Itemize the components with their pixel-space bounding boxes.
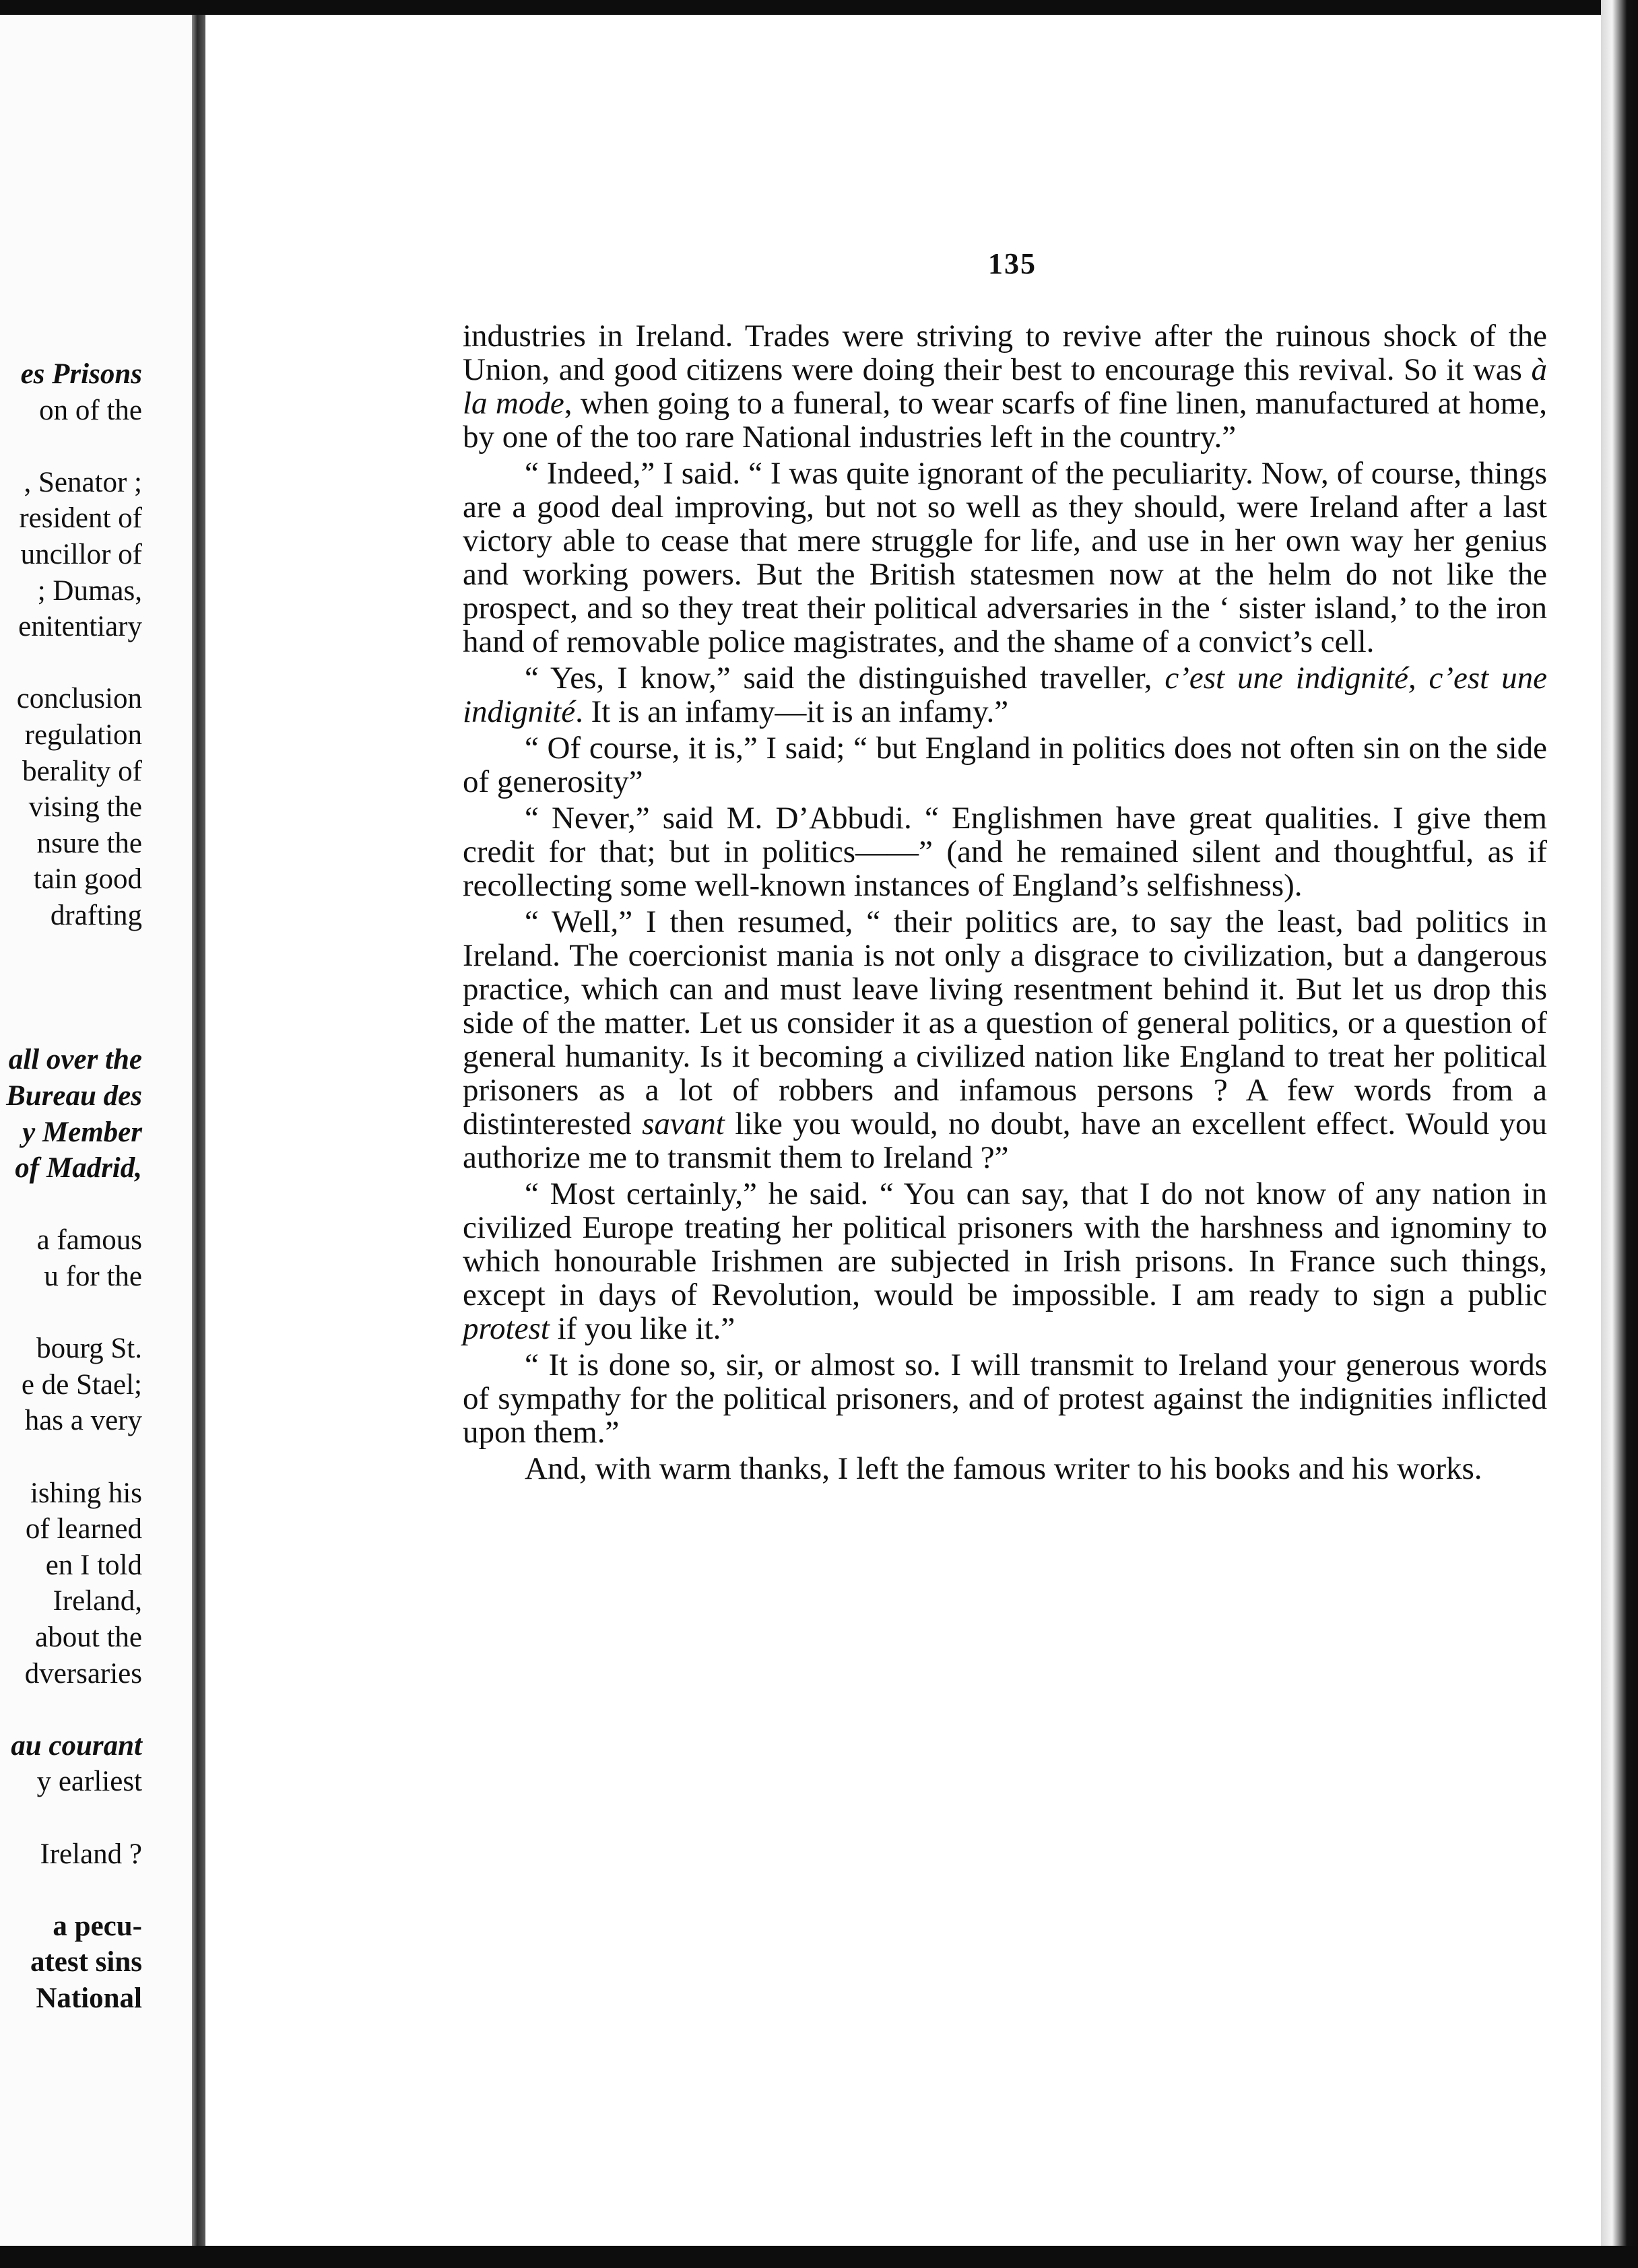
paragraph [463, 457, 1547, 659]
paragraph [463, 1177, 1547, 1345]
text-run: like you would, no doubt, have an excellent effect. Would you authorize me to transmit them to Ireland ?” [463, 1106, 1548, 1175]
facing-page-line: en I told [45, 1549, 142, 1581]
facing-page-line: dversaries [24, 1657, 142, 1690]
facing-page-line: Ireland, [53, 1585, 142, 1617]
text-run: industries in Ireland. Trades were striving to revive after the ruinous shock of the Union, and good citizens were doing their best to encourage this revival. So it was [463, 319, 1547, 387]
facing-page-line: National [36, 1982, 142, 2014]
facing-page-line: y Member [22, 1116, 142, 1148]
paragraph [463, 1452, 1547, 1486]
facing-page-line: on of the [39, 394, 142, 426]
paragraph [463, 319, 1547, 454]
text-run: “ Never,” said M. D’Abbudi. “ Englishmen have great qualities. I give them credit for that; but in politics——” (and he remained silent and thoughtful, as if recollecting some well-known instances of England’s selfishness). [463, 801, 1547, 903]
facing-page-line: enitentiary [18, 611, 142, 643]
italic-phrase: savant [642, 1106, 725, 1141]
facing-page-line: es Prisons [20, 358, 142, 390]
paragraph [463, 1348, 1547, 1449]
facing-page-line: vising the [28, 791, 142, 824]
facing-page-line: of Madrid, [15, 1152, 142, 1185]
facing-page-line: uncillor of [20, 539, 142, 570]
facing-page-line: y earliest [36, 1766, 142, 1798]
text-run: if you like it.” [549, 1311, 735, 1346]
paragraph [463, 905, 1547, 1174]
page-number: 135 [988, 247, 1037, 280]
facing-page-line: has a very [24, 1405, 142, 1437]
facing-page-line: regulation [24, 719, 142, 751]
facing-page-line: drafting [50, 900, 142, 931]
facing-page-line: a pecu- [53, 1910, 142, 1942]
text-run: “ Most certainly,” he said. “ You can say, that I do not know of any nation in civilized Europe treating her political prisoners with the harshness and ignominy to which honourable Irishmen are subjected in Irish prisons. In France such things, except in days of Revolution, would be impossible. I am ready to sign a public [463, 1176, 1547, 1312]
paragraph [463, 801, 1547, 902]
facing-page-line: au courant [11, 1729, 142, 1762]
italic-phrase: à la mode [463, 352, 1547, 421]
facing-page-line: about the [35, 1622, 142, 1653]
facing-page-line: Bureau des [6, 1080, 142, 1112]
facing-page-line: ishing his [30, 1477, 142, 1509]
facing-page-line: u for the [44, 1261, 142, 1292]
book-page [205, 15, 1601, 2246]
facing-page-line: bourg St. [36, 1333, 142, 1365]
italic-phrase: protest [463, 1311, 550, 1346]
text-run: “ Of course, it is,” I said; “ but England in politics does not often sin on the side of generosity” [463, 731, 1547, 799]
page-edge-right [1601, 0, 1638, 2268]
text-run: “ Indeed,” I said. “ I was quite ignorant of the peculiarity. Now, of course, things are a good deal improving, but not so well as they should, were Ireland after a last victory able to cease that mere struggle for life, and use in her own way her genius and working powers. But the British statesmen now at the helm do not like the prospect, and so they treat their political adversaries in the ‘ sister island,’ to the iron hand of removable police magistrates, and the shame of a convict’s cell. [463, 456, 1547, 659]
text-run: “ Well,” I then resumed, “ their politics are, to say the least, bad politics in Ireland. The coercionist mania is not only a disgrace to civilization, but a dangerous practice, which can and must leave living resentment behind it. But let us drop this side of the matter. Let us consider it as a question of general politics, or a question of general humanity. Is it becoming a civilized nation like England to treat her political prisoners as a lot of robbers and infamous persons ? A few words from a distinterested [463, 904, 1547, 1141]
scan-border-bottom [0, 2246, 1638, 2268]
facing-page-line: tain good [33, 863, 142, 896]
facing-page-line: atest sins [30, 1946, 142, 1978]
paragraph [463, 731, 1547, 799]
scan-border-top [0, 0, 1638, 15]
facing-page-line: of learned [25, 1513, 142, 1545]
facing-page-line: conclusion [16, 683, 142, 715]
book-gutter [192, 15, 205, 2246]
facing-page-line: e de Stael; [21, 1368, 142, 1401]
facing-page-line: a famous [36, 1224, 142, 1257]
paragraph [463, 661, 1547, 729]
text-run: , when going to a funeral, to wear scarfs of fine linen, manufactured at home, by one of the too rare National industries left in the country.” [463, 386, 1547, 455]
text-run: . It is an infamy—it is an infamy.” [575, 694, 1009, 729]
facing-page-line: Ireland ? [40, 1838, 142, 1870]
facing-page-line: , Senator ; [24, 466, 142, 498]
facing-page-line: berality of [22, 755, 142, 787]
italic-phrase: c’est une indignité, c’est une indignité [463, 661, 1547, 729]
facing-page-line: all over the [8, 1044, 142, 1076]
text-run: “ It is done so, sir, or almost so. I will transmit to Ireland your generous words of sympathy for the political prisoners, and of protest against the indignities inflicted upon them.” [463, 1347, 1547, 1450]
facing-page-line: resident of [19, 502, 142, 535]
text-run: And, with warm thanks, I left the famous writer to his books and his works. [525, 1451, 1482, 1486]
facing-page-left [0, 15, 192, 2246]
page-body-text [463, 319, 1547, 1488]
text-run: “ Yes, I know,” said the distinguished traveller, [525, 661, 1165, 696]
facing-page-line: ; Dumas, [37, 574, 142, 607]
facing-page-line: nsure the [36, 827, 142, 859]
